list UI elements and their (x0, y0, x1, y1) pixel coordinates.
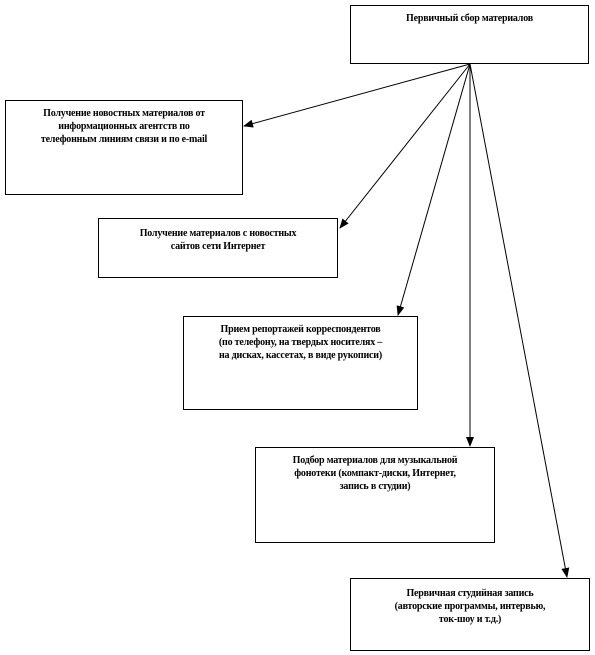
arrow-to-websites (340, 64, 470, 228)
node-label-line: (авторские программы, интервью, (394, 601, 546, 612)
node-label-line: запись в студии) (339, 481, 411, 492)
node-label-line: Получение материалов с новостных (139, 228, 297, 239)
node-label-line: телефонным линиям связи и по e-mail (40, 134, 208, 145)
root-node-primary-collection (350, 5, 589, 64)
node-label-line: фонотеки (компакт-диски, Интернет, (294, 468, 456, 479)
node-label-line: Прием репортажей корреспондентов (220, 324, 381, 335)
node-studio-recording (350, 578, 590, 651)
arrow-to-correspondents (398, 64, 470, 315)
node-label-line: на дисках, кассетах, в виде рукописи) (219, 350, 382, 361)
arrow-to-agencies (244, 64, 470, 126)
node-label-line: Первичная студийная запись (406, 588, 534, 599)
node-label-line: (по телефону, на твердых носителях – (218, 337, 383, 348)
node-label-line: сайтов сети Интернет (170, 241, 266, 252)
node-label-line: Получение новостных материалов от (43, 108, 205, 119)
node-label-line: информационных агентств по (58, 121, 190, 132)
node-label-line: ток-шоу и т.д.) (438, 614, 502, 625)
node-news-agencies (5, 100, 243, 195)
node-correspondent-reports (183, 316, 418, 410)
node-music-library (255, 447, 495, 543)
root-node-label: Первичный сбор материалов (406, 13, 533, 24)
node-news-websites (98, 218, 338, 278)
node-label-line: Подбор материалов для музыкальной (292, 455, 458, 466)
